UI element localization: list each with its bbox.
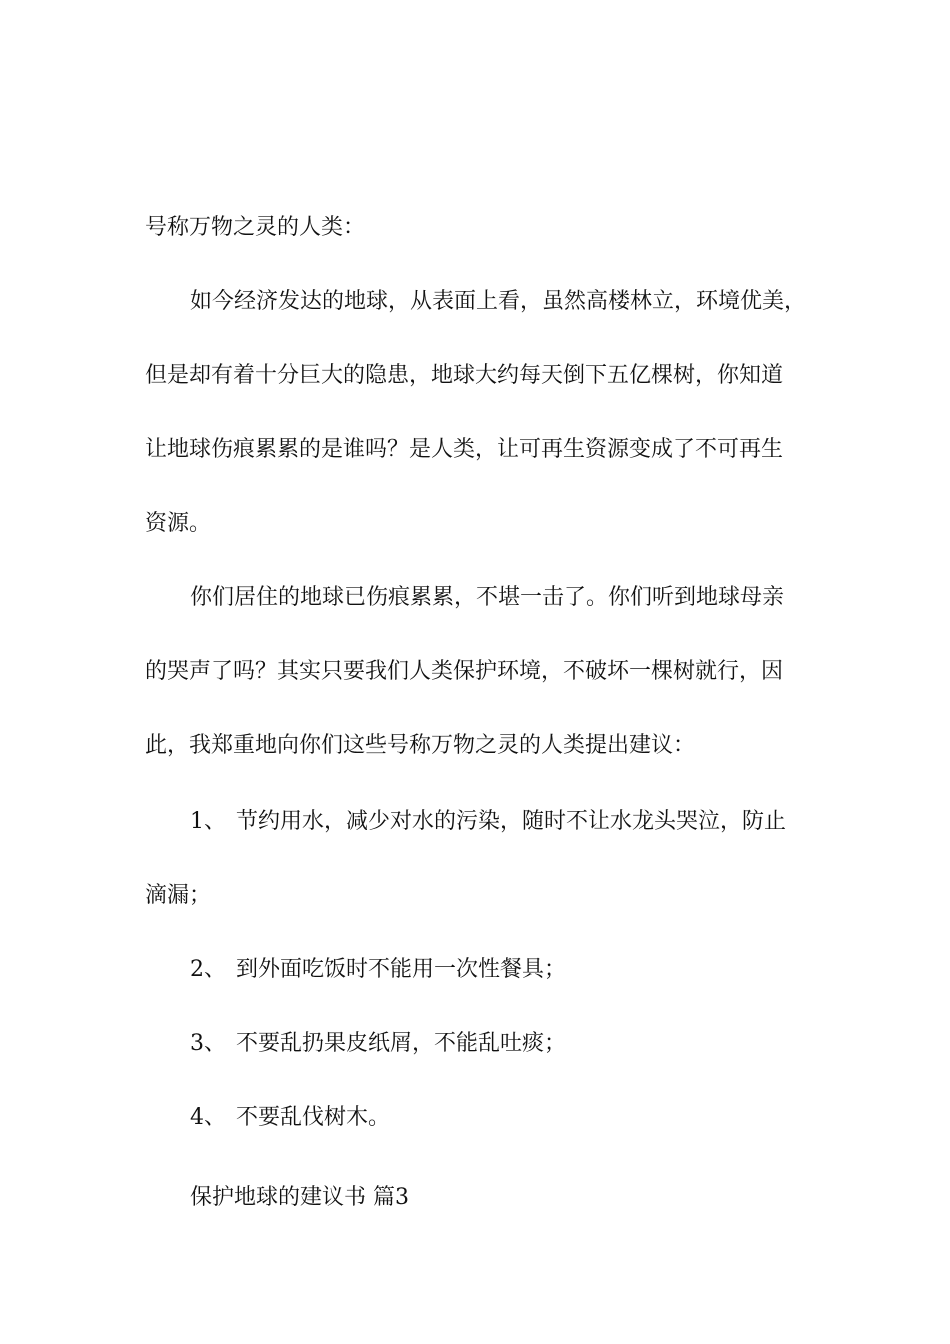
paragraph-line: 但是却有着十分巨大的隐患，地球大约每天倒下五亿棵树，你知道 [145, 363, 784, 388]
list-item [190, 1104, 390, 1132]
list-item [190, 956, 566, 984]
list-item-text: 到外面吃饭时不能用一次性餐具； [236, 957, 567, 982]
section-heading: 保护地球的建议书 篇3 [190, 1185, 409, 1210]
list-item-number: 3、 [190, 1031, 226, 1056]
list-item [190, 1030, 566, 1058]
list-item-text: 不要乱扔果皮纸屑，不能乱吐痰； [236, 1031, 567, 1056]
list-item-text: 节约用水，减少对水的污染，随时不让水龙头哭泣，防止 [236, 809, 787, 834]
list-item-number: 4、 [190, 1105, 226, 1130]
list-item [190, 808, 786, 836]
list-item-number: 2、 [190, 957, 226, 982]
paragraph-line: 资源。 [145, 511, 212, 536]
list-item-text: 不要乱伐树木。 [236, 1105, 391, 1130]
paragraph-line: 的哭声了吗？其实只要我们人类保护环境，不破坏一棵树就行，因 [145, 659, 784, 684]
paragraph-line: 让地球伤痕累累的是谁吗？是人类，让可再生资源变成了不可再生 [145, 437, 784, 462]
paragraph-line: 此，我郑重地向你们这些号称万物之灵的人类提出建议： [145, 733, 696, 758]
paragraph-line: 如今经济发达的地球，从表面上看，虽然高楼林立，环境优美， [190, 289, 807, 314]
paragraph-line: 滴漏； [145, 883, 212, 908]
list-item-number: 1、 [190, 809, 226, 834]
paragraph-line: 号称万物之灵的人类： [145, 215, 366, 240]
paragraph-line: 你们居住的地球已伤痕累累，不堪一击了。你们听到地球母亲 [190, 585, 785, 610]
